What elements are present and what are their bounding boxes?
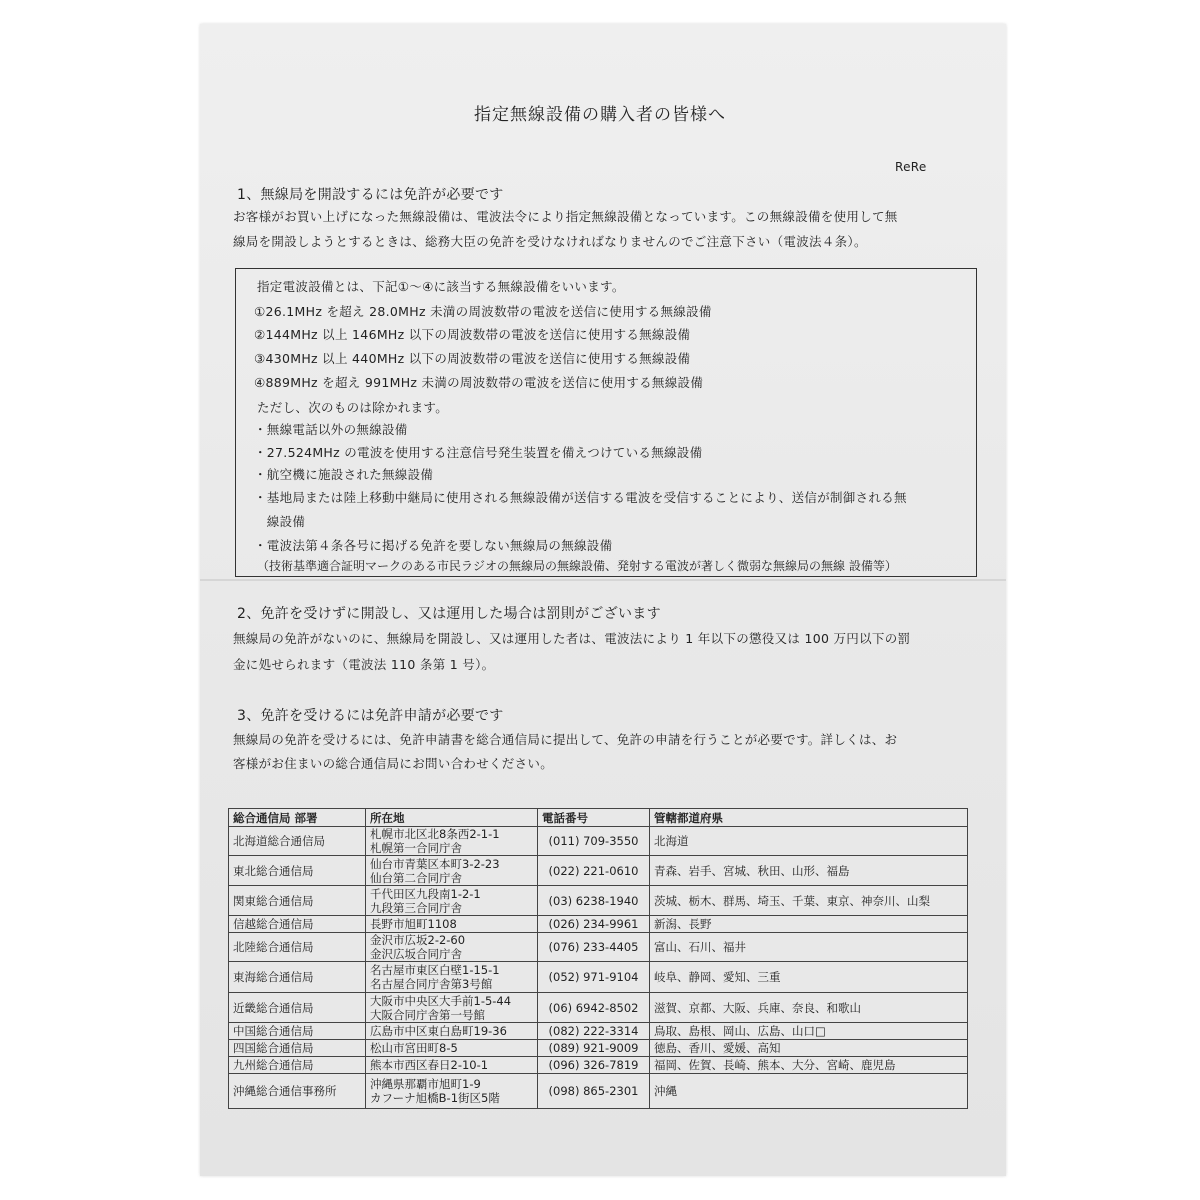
address-line: 松山市宮田町8-5 xyxy=(370,1041,458,1055)
address-line: 仙台第二合同庁舎 xyxy=(370,870,462,885)
brand-mark: ReRe xyxy=(895,160,927,174)
table-row xyxy=(229,886,968,916)
address-line: 札幌市北区北8条西2-1-1 xyxy=(370,827,500,841)
bureau-name: 北陸総合通信局 xyxy=(229,933,366,962)
table-row xyxy=(229,962,968,993)
table-row xyxy=(229,1040,968,1057)
box-line: ・基地局または陸上移動中継局に使用される無線設備が送信する電波を受信することにより、送信が制御される無 xyxy=(254,490,907,505)
phone-number: (03) 6238-1940 xyxy=(538,886,650,916)
phone-number: (06) 6942-8502 xyxy=(538,993,650,1023)
box-line: 線設備 xyxy=(254,514,306,529)
table-row xyxy=(229,1057,968,1074)
section-1-heading: 1、無線局を開設するには免許が必要です xyxy=(237,187,504,203)
jurisdiction: 鳥取、島根、岡山、広島、山口□ xyxy=(650,1023,968,1040)
bureau-name: 中国総合通信局 xyxy=(229,1023,366,1040)
phone-number: (089) 921-9009 xyxy=(538,1040,650,1057)
section-2-line: 無線局の免許がないのに、無線局を開設し、又は運用した者は、電波法により 1 年以下の懲役又は 100 万円以下の罰 xyxy=(233,631,911,646)
bureau-name: 東海総合通信局 xyxy=(229,962,366,993)
box-line: ・無線電話以外の無線設備 xyxy=(254,422,408,437)
bureau-table xyxy=(228,808,968,1109)
column-header: 管轄都道府県 xyxy=(650,809,968,827)
box-line: （技術基準適合証明マークのある市民ラジオの無線局の無線設備、発射する電波が著しく微弱な無線局の無線 設備等） xyxy=(257,559,897,573)
table-row xyxy=(229,856,968,886)
jurisdiction: 富山、石川、福井 xyxy=(650,933,968,962)
jurisdiction: 滋賀、京都、大阪、兵庫、奈良、和歌山 xyxy=(650,993,968,1023)
phone-number: (082) 222-3314 xyxy=(538,1023,650,1040)
section-1-line: お客様がお買い上げになった無線設備は、電波法令により指定無線設備となっています。この無線設備を使用して無 xyxy=(233,209,898,224)
phone-number: (098) 865-2301 xyxy=(538,1074,650,1109)
table-header-row xyxy=(229,809,968,827)
address xyxy=(366,856,538,886)
phone-number: (011) 709-3550 xyxy=(538,827,650,856)
address-line: 大阪市中央区大手前1-5-44 xyxy=(370,993,512,1008)
address-line: 千代田区九段南1-2-1 xyxy=(370,886,481,901)
address-line: 金沢市広坂2-2-60 xyxy=(370,933,466,947)
section-2-line: 金に処せられます（電波法 110 条第 1 号）。 xyxy=(233,657,495,672)
address xyxy=(366,1057,538,1074)
phone-number: (076) 233-4405 xyxy=(538,933,650,962)
table-row xyxy=(229,933,968,962)
table-row xyxy=(229,916,968,933)
box-line: ただし、次のものは除かれます。 xyxy=(257,400,449,415)
address xyxy=(366,962,538,993)
address-line: 広島市中区東白島町19-36 xyxy=(370,1024,507,1038)
column-header: 総合通信局 部署 xyxy=(229,809,366,827)
jurisdiction: 徳島、香川、愛媛、高知 xyxy=(650,1040,968,1057)
box-line: ②144MHz 以上 146MHz 以下の周波数帯の電波を送信に使用する無線設備 xyxy=(254,327,691,342)
section-1-line: 線局を開設しようとするときは、総務大臣の免許を受けなければなりませんのでご注意下さい（電波法４条）。 xyxy=(233,234,867,249)
jurisdiction: 青森、岩手、宮城、秋田、山形、福島 xyxy=(650,856,968,886)
address xyxy=(366,916,538,933)
address-line: 沖縄県那覇市旭町1-9 xyxy=(370,1077,481,1091)
phone-number: (026) 234-9961 xyxy=(538,916,650,933)
column-header: 所在地 xyxy=(366,809,538,827)
section-3-heading: 3、免許を受けるには免許申請が必要です xyxy=(237,708,504,724)
box-line: ①26.1MHz を超え 28.0MHz 未満の周波数帯の電波を送信に使用する無線設備 xyxy=(254,304,712,319)
document-title: 指定無線設備の購入者の皆様へ xyxy=(474,105,726,125)
address-line: 札幌第一合同庁舎 xyxy=(370,841,462,855)
address-line: 熊本市西区春日2-10-1 xyxy=(370,1058,489,1072)
address xyxy=(366,886,538,916)
jurisdiction: 茨城、栃木、群馬、埼玉、千葉、東京、神奈川、山梨 xyxy=(650,886,968,916)
section-3-line: 客様がお住まいの総合通信局にお問い合わせください。 xyxy=(233,756,554,771)
column-header: 電話番号 xyxy=(538,809,650,827)
table-row xyxy=(229,827,968,856)
box-line: 指定電波設備とは、下記①～④に該当する無線設備をいいます。 xyxy=(257,279,625,294)
bureau-name: 関東総合通信局 xyxy=(229,886,366,916)
table-row xyxy=(229,1074,968,1109)
jurisdiction: 新潟、長野 xyxy=(650,916,968,933)
phone-number: (096) 326-7819 xyxy=(538,1057,650,1074)
address-line: 九段第三合同庁舎 xyxy=(370,900,462,915)
address xyxy=(366,1074,538,1109)
bureau-name: 四国総合通信局 xyxy=(229,1040,366,1057)
jurisdiction: 沖縄 xyxy=(650,1074,968,1109)
box-line: ・航空機に施設された無線設備 xyxy=(254,467,434,482)
bureau-name: 沖縄総合通信事務所 xyxy=(229,1074,366,1109)
section-2-heading: 2、免許を受けずに開設し、又は運用した場合は罰則がございます xyxy=(237,606,661,622)
phone-number: (022) 221-0610 xyxy=(538,856,650,886)
phone-number: (052) 971-9104 xyxy=(538,962,650,993)
table-row xyxy=(229,1023,968,1040)
fold-line xyxy=(200,579,1006,581)
box-line: ③430MHz 以上 440MHz 以下の周波数帯の電波を送信に使用する無線設備 xyxy=(254,351,691,366)
box-line: ・27.524MHz の電波を使用する注意信号発生装置を備えつけている無線設備 xyxy=(254,445,703,460)
bureau-name: 信越総合通信局 xyxy=(229,916,366,933)
address-line: カフーナ旭橋B-1街区5階 xyxy=(370,1091,500,1105)
address xyxy=(366,827,538,856)
address-line: 大阪合同庁舎第一号館 xyxy=(370,1007,485,1022)
address xyxy=(366,1040,538,1057)
bureau-name: 東北総合通信局 xyxy=(229,856,366,886)
address xyxy=(366,933,538,962)
bureau-name: 北海道総合通信局 xyxy=(229,827,366,856)
table-row xyxy=(229,993,968,1023)
bureau-name: 近畿総合通信局 xyxy=(229,993,366,1023)
address-line: 長野市旭町1108 xyxy=(370,917,457,931)
bureau-name: 九州総合通信局 xyxy=(229,1057,366,1074)
jurisdiction: 北海道 xyxy=(650,827,968,856)
box-line: ・電波法第４条各号に掲げる免許を要しない無線局の無線設備 xyxy=(254,538,613,553)
jurisdiction: 福岡、佐賀、長崎、熊本、大分、宮崎、鹿児島 xyxy=(650,1057,968,1074)
box-line: ④889MHz を超え 991MHz 未満の周波数帯の電波を送信に使用する無線設備 xyxy=(254,375,704,390)
address-line: 名古屋合同庁舎第3号館 xyxy=(370,977,493,991)
address-line: 仙台市青葉区本町3-2-23 xyxy=(370,856,500,871)
address xyxy=(366,1023,538,1040)
section-3-line: 無線局の免許を受けるには、免許申請書を総合通信局に提出して、免許の申請を行うことが必要です。詳しくは、お xyxy=(233,732,898,747)
address xyxy=(366,993,538,1023)
address-line: 金沢広坂合同庁舎 xyxy=(370,947,462,961)
jurisdiction: 岐阜、静岡、愛知、三重 xyxy=(650,962,968,993)
address-line: 名古屋市東区白壁1-15-1 xyxy=(370,963,500,977)
